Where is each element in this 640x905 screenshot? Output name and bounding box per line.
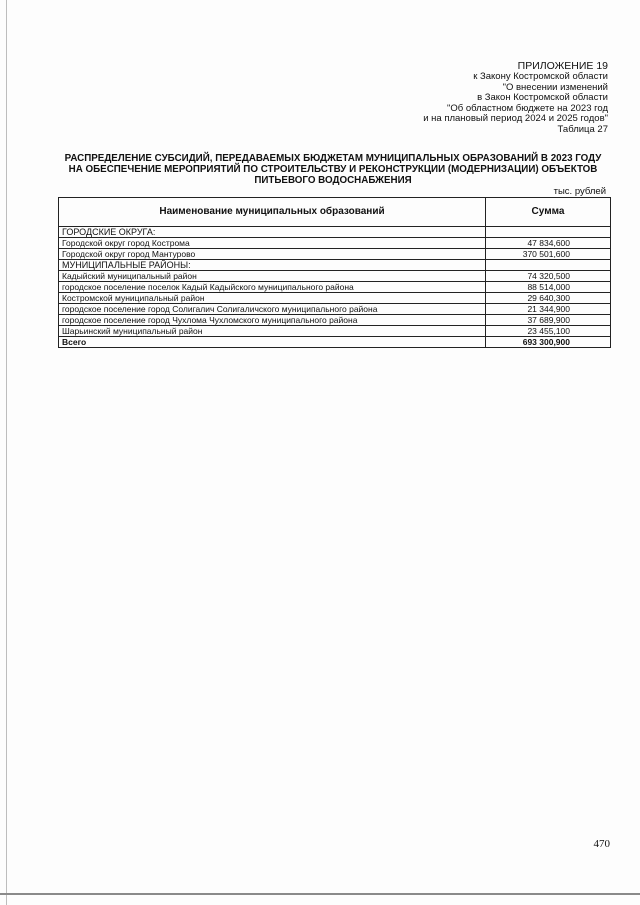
table-row bbox=[59, 271, 611, 282]
table-row bbox=[59, 293, 611, 304]
units-label: тыс. рублей bbox=[553, 186, 606, 197]
section-row bbox=[59, 227, 611, 238]
table-body bbox=[59, 227, 611, 348]
table-header-row bbox=[59, 198, 611, 227]
row-name: Шарьинский муниципальный район bbox=[59, 326, 486, 337]
table-number: Таблица 27 bbox=[557, 123, 608, 135]
table-row bbox=[59, 238, 611, 249]
appendix-line: и на плановый период 2024 и 2025 годов" bbox=[423, 113, 608, 124]
title-line: РАСПРЕДЕЛЕНИЕ СУБСИДИЙ, ПЕРЕДАВАЕМЫХ БЮДЖЕТАМ МУНИЦИПАЛЬНЫХ ОБРАЗОВАНИЙ В 2023 ГОДУ bbox=[64, 153, 602, 164]
row-sum: 74 320,500 bbox=[486, 271, 611, 282]
row-sum: 21 344,900 bbox=[486, 304, 611, 315]
table-row bbox=[59, 326, 611, 337]
row-name: Всего bbox=[59, 337, 486, 348]
table-row bbox=[59, 282, 611, 293]
title-line: НА ОБЕСПЕЧЕНИЕ МЕРОПРИЯТИЙ ПО СТРОИТЕЛЬСТВУ И РЕКОНСТРУКЦИИ (МОДЕРНИЗАЦИИ) ОБЪЕКТОВ bbox=[68, 164, 598, 175]
row-name: городское поселение поселок Кадый Кадыйского муниципального района bbox=[59, 282, 486, 293]
row-name: городское поселение город Чухлома Чухломского муниципального района bbox=[59, 315, 486, 326]
row-sum bbox=[486, 260, 611, 271]
page-bottom-edge bbox=[0, 893, 640, 895]
document-title bbox=[58, 153, 608, 186]
subsidy-table bbox=[58, 197, 611, 348]
table-row bbox=[59, 304, 611, 315]
row-sum: 370 501,600 bbox=[486, 249, 611, 260]
row-name: городское поселение город Солигалич Солигаличского муниципального района bbox=[59, 304, 486, 315]
row-sum: 88 514,000 bbox=[486, 282, 611, 293]
row-name: МУНИЦИПАЛЬНЫЕ РАЙОНЫ: bbox=[59, 260, 486, 271]
page-number: 470 bbox=[593, 838, 610, 850]
page-left-edge bbox=[6, 0, 7, 905]
row-name: ГОРОДСКИЕ ОКРУГА: bbox=[59, 227, 486, 238]
header-name: Наименование муниципальных образований bbox=[59, 198, 486, 227]
appendix-line: "О внесении изменений bbox=[502, 81, 608, 93]
row-sum: 29 640,300 bbox=[486, 293, 611, 304]
row-name: Городской округ город Кострома bbox=[59, 238, 486, 249]
appendix-line: к Закону Костромской области bbox=[473, 71, 608, 82]
appendix-line: ПРИЛОЖЕНИЕ 19 bbox=[517, 60, 608, 72]
row-sum: 37 689,900 bbox=[486, 315, 611, 326]
total-row bbox=[59, 337, 611, 348]
title-line: ПИТЬЕВОГО ВОДОСНАБЖЕНИЯ bbox=[254, 175, 412, 186]
row-sum: 693 300,900 bbox=[486, 337, 611, 348]
table-row bbox=[59, 249, 611, 260]
table-row bbox=[59, 315, 611, 326]
header-sum: Сумма bbox=[486, 198, 611, 227]
section-row bbox=[59, 260, 611, 271]
row-sum: 23 455,100 bbox=[486, 326, 611, 337]
row-sum bbox=[486, 227, 611, 238]
row-name: Костромской муниципальный район bbox=[59, 293, 486, 304]
row-sum: 47 834,600 bbox=[486, 238, 611, 249]
appendix-header bbox=[423, 60, 608, 135]
row-name: Городской округ город Мантурово bbox=[59, 249, 486, 260]
appendix-line: в Закон Костромской области bbox=[477, 92, 608, 103]
row-name: Кадыйский муниципальный район bbox=[59, 271, 486, 282]
appendix-line: "Об областном бюджете на 2023 год bbox=[447, 102, 608, 114]
